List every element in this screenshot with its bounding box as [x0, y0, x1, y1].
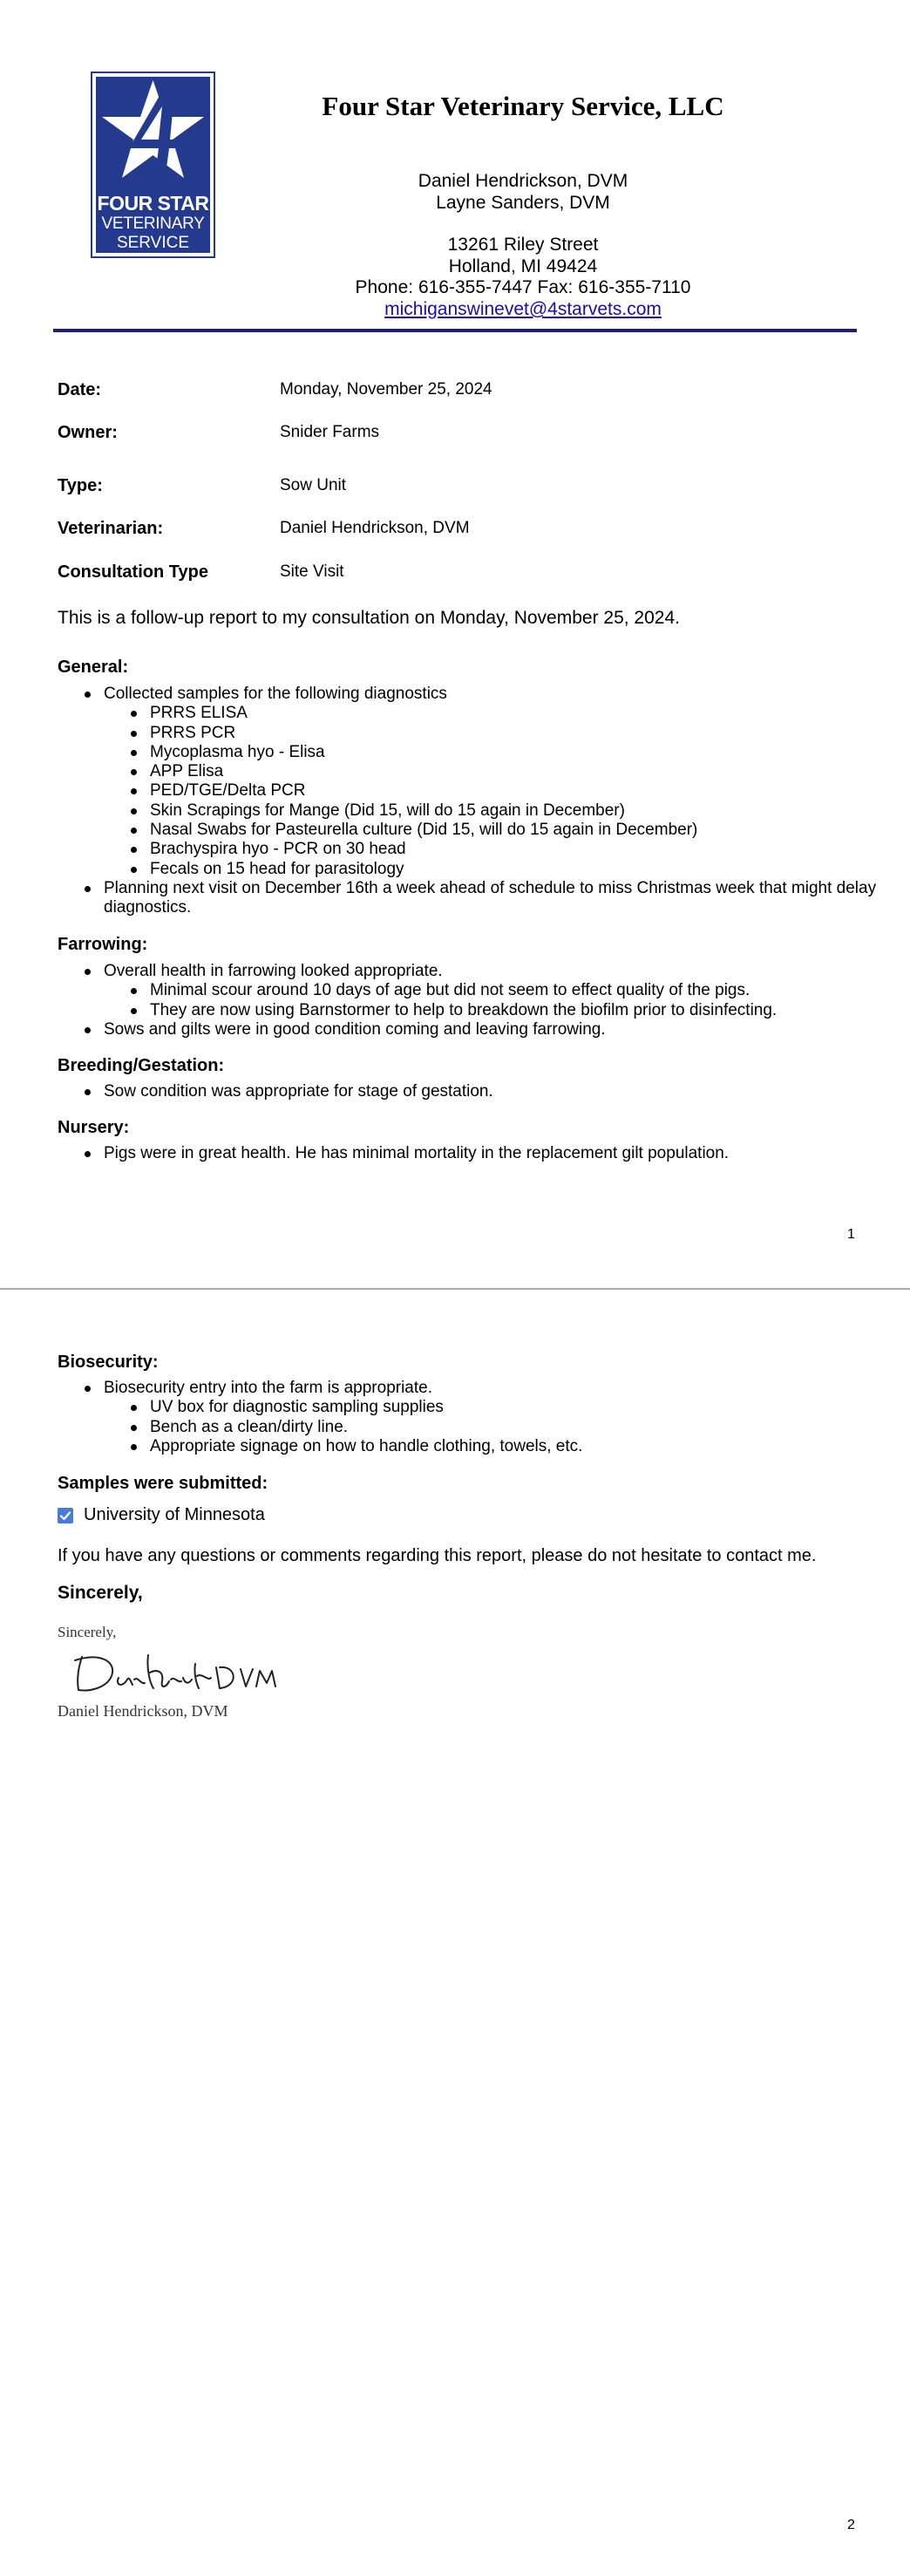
field-value-owner: Snider Farms — [280, 423, 380, 441]
list-item: Pigs were in great health. He has minimal mortality in the replacement gilt population. — [104, 1144, 906, 1163]
street-address: 13261 Riley Street — [447, 235, 599, 255]
list-item: Collected samples for the following diagnostics PRRS ELISA PRRS PCR Mycoplasma hyo - Elisa APP Elisa PED/TGE/Delta PCR Skin Scrapings for Mange (Did 15, will do 15 again in December) Nasal Swabs for Pasteurella culture (Did 15, will do 15 again in December) Brachyspira hyo - PCR on 30 head Fecals on 15 head for parasitology — [104, 685, 906, 879]
field-label-date: Date: — [58, 380, 102, 399]
handwritten-signature-icon — [66, 1646, 284, 1700]
list-item: UV box for diagnostic sampling supplies — [150, 1398, 906, 1417]
company-name: Four Star Veterinary Service, LLC — [322, 91, 724, 121]
list-item: Sows and gilts were in good condition coming and leaving farrowing. — [104, 1020, 906, 1039]
list-item: Planning next visit on December 16th a week ahead of schedule to miss Christmas week that might delay diagnostics. — [104, 879, 906, 918]
list-item: Brachyspira hyo - PCR on 30 head — [150, 840, 906, 859]
page-number: 2 — [847, 2518, 855, 2532]
field-label-type: Type: — [58, 476, 103, 495]
biosecurity-list — [58, 1379, 906, 1456]
checkmark-icon — [58, 1508, 73, 1523]
email-line — [261, 298, 784, 320]
list-item: PRRS ELISA — [150, 704, 906, 723]
list-item: Fecals on 15 head for parasitology — [150, 860, 906, 879]
section-title-general: General: — [58, 658, 129, 677]
section-title-breeding: Breeding/Gestation: — [58, 1056, 225, 1075]
section-title-samples: Samples were submitted: — [58, 1474, 268, 1493]
section-title-biosecurity: Biosecurity: — [58, 1353, 159, 1372]
field-value-veterinarian: Daniel Hendrickson, DVM — [280, 519, 470, 537]
list-item: Bench as a clean/dirty line. — [150, 1418, 906, 1437]
list-item: Mycoplasma hyo - Elisa — [150, 743, 906, 762]
star-four-icon — [96, 77, 210, 190]
list-item: PED/TGE/Delta PCR — [150, 781, 906, 801]
vet-name-2: Layne Sanders, DVM — [436, 193, 610, 213]
email-link[interactable]: michiganswinevet@4starvets.com — [384, 299, 662, 319]
biosecurity-sublist — [104, 1398, 906, 1456]
list-item: APP Elisa — [150, 762, 906, 781]
list-item: PRRS PCR — [150, 724, 906, 743]
field-label-owner: Owner: — [58, 423, 118, 442]
list-item: Biosecurity entry into the farm is appropriate. UV box for diagnostic sampling supplies Bench as a clean/dirty line. Appropriate signage on how to handle clothing, towels, etc. — [104, 1379, 906, 1456]
list-item: Overall health in farrowing looked appropriate. Minimal scour around 10 days of age but did not seem to effect quality of the pigs. They are now using Barnstormer to help to breakdown the biofilm prior to disinfecting. — [104, 962, 906, 1020]
signature-sincerely: Sincerely, — [58, 1624, 117, 1640]
logo-line2: VETERINARY — [101, 215, 205, 233]
closing-text: If you have any questions or comments regarding this report, please do not hesitate to contact me. — [58, 1546, 817, 1565]
signature-name: Daniel Hendrickson, DVM — [58, 1702, 228, 1720]
logo-line3: SERVICE — [116, 234, 190, 252]
field-value-date: Monday, November 25, 2024 — [280, 380, 492, 399]
list-item: Nasal Swabs for Pasteurella culture (Did 15, will do 15 again in December) — [150, 821, 906, 840]
list-item: Skin Scrapings for Mange (Did 15, will do 15 again in December) — [150, 801, 906, 821]
signature-image — [58, 1622, 284, 1727]
field-value-consultation-type: Site Visit — [280, 562, 344, 581]
general-sublist — [104, 704, 906, 879]
phone-fax: Phone: 616-355-7447 Fax: 616-355-7110 — [355, 277, 691, 297]
section-title-farrowing: Farrowing: — [58, 935, 148, 954]
field-value-type: Sow Unit — [280, 476, 347, 494]
list-item: They are now using Barnstormer to help to breakdown the biofilm prior to disinfecting. — [150, 1001, 906, 1020]
list-item: Minimal scour around 10 days of age but did not seem to effect quality of the pigs. — [150, 981, 906, 1000]
general-list — [58, 685, 906, 918]
four-star-logo — [91, 72, 215, 258]
page-number: 1 — [847, 1227, 855, 1242]
header-divider — [53, 329, 857, 332]
section-title-nursery: Nursery: — [58, 1118, 130, 1137]
vet-name-1: Daniel Hendrickson, DVM — [418, 171, 628, 191]
list-item: Sow condition was appropriate for stage of gestation. — [104, 1082, 906, 1101]
logo-line1: FOUR STAR — [97, 192, 209, 215]
field-label-consultation-type: Consultation Type — [58, 562, 208, 582]
list-item: Appropriate signage on how to handle clothing, towels, etc. — [150, 1437, 906, 1456]
intro-text: This is a follow-up report to my consultation on Monday, November 25, 2024. — [58, 608, 680, 628]
farrowing-list — [58, 962, 906, 1039]
samples-checkbox[interactable] — [58, 1508, 73, 1523]
breeding-list — [58, 1082, 906, 1101]
nursery-list — [58, 1144, 906, 1163]
farrowing-sublist — [104, 981, 906, 1020]
field-label-veterinarian: Veterinarian: — [58, 519, 164, 538]
city-address: Holland, MI 49424 — [448, 256, 598, 276]
samples-checkbox-label: University of Minnesota — [84, 1505, 265, 1524]
sincerely-text: Sincerely, — [58, 1583, 143, 1603]
